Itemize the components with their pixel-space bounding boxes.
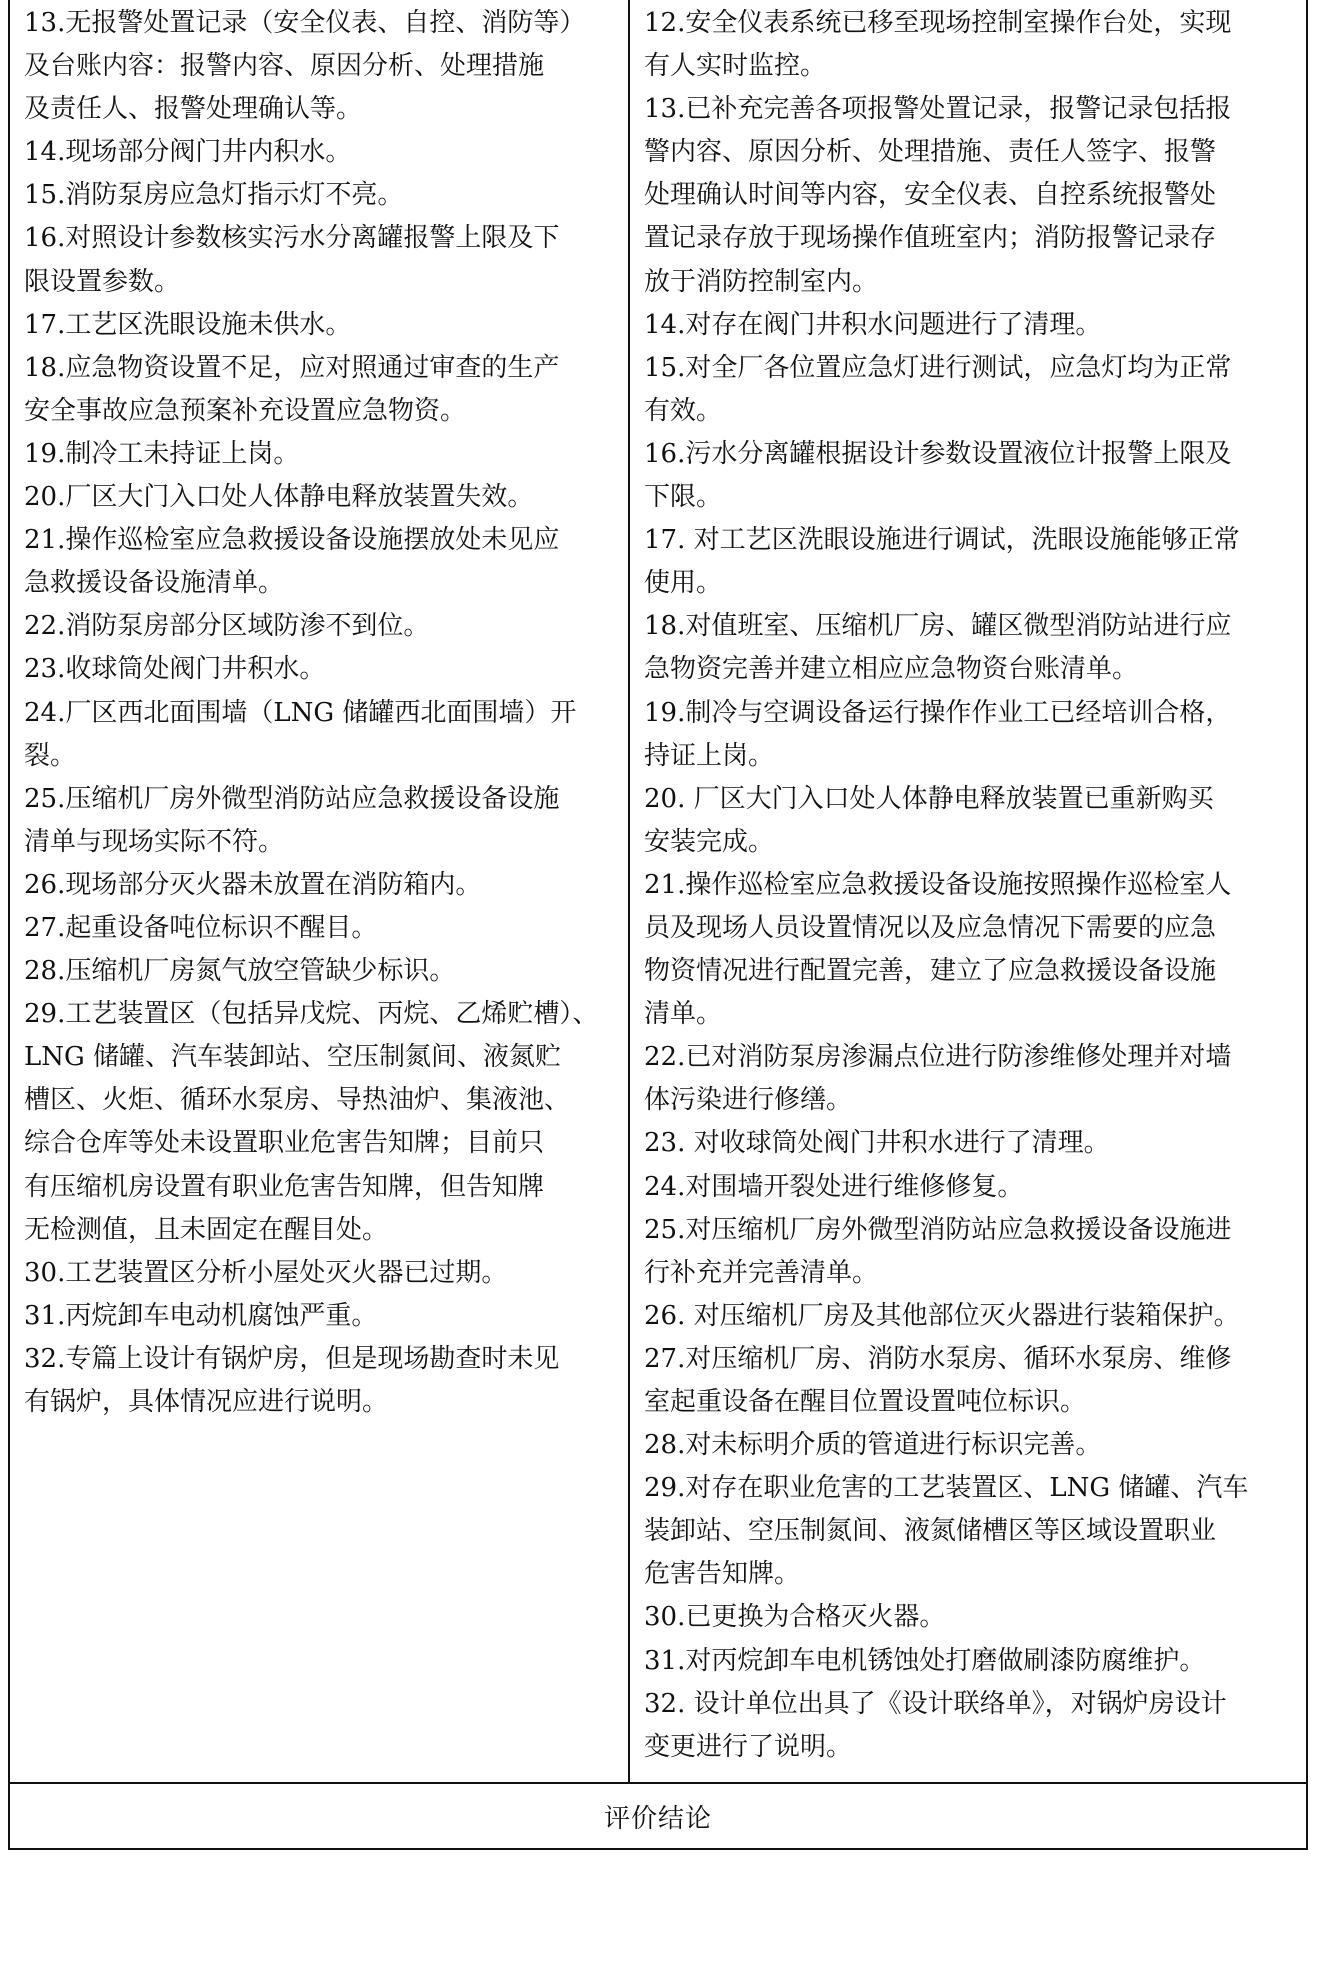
issue-line: 28.压缩机厂房氮气放空管缺少标识。 (24, 956, 456, 987)
issue-line: 32.专篇上设计有锅炉房，但是现场勘查时未见 (24, 1343, 560, 1374)
rectification-line: 15.对全厂各位置应急灯进行测试，应急灯均为正常 (644, 352, 1232, 383)
rectification-line: 16.污水分离罐根据设计参数设置液位计报警上限及 (644, 438, 1232, 469)
issue-line: 20.厂区大门入口处人体静电释放装置失效。 (24, 482, 534, 513)
issue-line: 16.对照设计参数核实污水分离罐报警上限及下 (24, 223, 560, 254)
rectification-line: 放于消防控制室内。 (644, 266, 879, 297)
issue-line: 29.工艺装置区（包括异戊烷、丙烷、乙烯贮槽）、 (24, 999, 599, 1030)
rectification-line: 员及现场人员设置情况以及应急情况下需要的应急 (644, 912, 1217, 943)
rectification-line: 18.对值班室、压缩机厂房、罐区微型消防站进行应 (644, 611, 1232, 642)
issue-line: 无检测值，且未固定在醒目处。 (24, 1214, 389, 1245)
issue-line: 槽区、火炬、循环水泵房、导热油炉、集液池、 (24, 1085, 571, 1116)
rectification-line: 有人实时监控。 (644, 51, 827, 82)
rectification-line: 持证上岗。 (644, 740, 775, 771)
issue-line: 限设置参数。 (24, 266, 181, 297)
issue-line: 31.丙烷卸车电动机腐蚀严重。 (24, 1300, 378, 1331)
issue-line: 有锅炉，具体情况应进行说明。 (24, 1387, 389, 1417)
rectification-line: 19.制冷与空调设备运行操作作业工已经培训合格， (644, 697, 1232, 728)
rectification-line: 32. 设计单位出具了《设计联络单》，对锅炉房设计 (644, 1688, 1227, 1719)
rectifications-column (630, 0, 1306, 1782)
rectification-line: 警内容、原因分析、处理措施、责任人签字、报警 (644, 137, 1217, 168)
rectification-line: 装卸站、空压制氮间、液氮储槽区等区域设置职业 (644, 1516, 1217, 1547)
rectification-line: 安装完成。 (644, 826, 775, 857)
rectification-line: 27.对压缩机厂房、消防水泵房、循环水泵房、维修 (644, 1343, 1232, 1374)
evaluation-conclusion-label: 评价结论 (603, 1803, 712, 1834)
issue-line: 13.无报警处置记录（安全仪表、自控、消防等） (24, 8, 586, 38)
rectification-line: 体污染进行修缮。 (644, 1085, 853, 1116)
rectification-line: 下限。 (644, 482, 723, 513)
issue-line: 27.起重设备吨位标识不醒目。 (24, 912, 378, 943)
rectification-line: 变更进行了说明。 (644, 1731, 853, 1762)
issue-line: 30.工艺装置区分析小屋处灭火器已过期。 (24, 1257, 508, 1288)
rectification-line: 23. 对收球筒处阀门井积水进行了清理。 (644, 1128, 1110, 1159)
rectification-table (8, 0, 1308, 1850)
rectification-line: 13.已补充完善各项报警处置记录，报警记录包括报 (644, 94, 1232, 125)
issue-line: 25.压缩机厂房外微型消防站应急救援设备设施 (24, 783, 560, 814)
rectification-line: 行补充并完善清单。 (644, 1257, 879, 1288)
rectification-line: 14.对存在阀门井积水问题进行了清理。 (644, 309, 1102, 340)
rectification-line: 22.已对消防泵房渗漏点位进行防渗维修处理并对墙 (644, 1042, 1232, 1073)
issue-line: 清单与现场实际不符。 (24, 826, 285, 857)
issue-line: 24.厂区西北面围墙（LNG 储罐西北面围墙）开 (24, 697, 577, 728)
rectification-line: 12.安全仪表系统已移至现场控制室操作台处，实现 (644, 8, 1232, 38)
issue-line: 26.现场部分灭火器未放置在消防箱内。 (24, 869, 482, 900)
issue-line: 及责任人、报警处理确认等。 (24, 94, 363, 125)
rectification-line: 有效。 (644, 395, 723, 426)
issue-line: 23.收球筒处阀门井积水。 (24, 654, 326, 685)
evaluation-conclusion-row (10, 1784, 1306, 1848)
issue-line: 22.消防泵房部分区域防渗不到位。 (24, 611, 430, 642)
rectification-line: 急物资完善并建立相应应急物资台账清单。 (644, 654, 1139, 685)
issue-line: 及台账内容：报警内容、原因分析、处理措施 (24, 51, 545, 82)
rectification-line: 28.对未标明介质的管道进行标识完善。 (644, 1430, 1102, 1461)
rectification-line: 31.对丙烷卸车电机锈蚀处打磨做刷漆防腐维护。 (644, 1645, 1206, 1676)
rectification-line: 室起重设备在醒目位置设置吨位标识。 (644, 1387, 1087, 1417)
issue-line: 15.消防泵房应急灯指示灯不亮。 (24, 180, 404, 211)
rectification-line: 使用。 (644, 568, 723, 599)
rectification-line: 20. 厂区大门入口处人体静电释放装置已重新购买 (644, 783, 1214, 814)
rectification-line: 置记录存放于现场操作值班室内；消防报警记录存 (644, 223, 1217, 254)
issues-and-rectifications-row (10, 0, 1306, 1784)
rectification-line: 29.对存在职业危害的工艺装置区、LNG 储罐、汽车 (644, 1473, 1249, 1504)
issues-column (10, 0, 630, 1782)
issue-line: LNG 储罐、汽车装卸站、空压制氮间、液氮贮 (24, 1042, 562, 1073)
issue-line: 17.工艺区洗眼设施未供水。 (24, 309, 352, 340)
issue-line: 19.制冷工未持证上岗。 (24, 438, 300, 469)
rectification-line: 30.已更换为合格灭火器。 (644, 1602, 946, 1633)
issue-line: 裂。 (24, 740, 77, 771)
rectification-line: 危害告知牌。 (644, 1559, 801, 1590)
issue-line: 14.现场部分阀门井内积水。 (24, 137, 352, 168)
rectification-line: 25.对压缩机厂房外微型消防站应急救援设备设施进 (644, 1214, 1232, 1245)
rectification-line: 物资情况进行配置完善，建立了应急救援设备设施 (644, 956, 1217, 987)
rectification-line: 21.操作巡检室应急救援设备设施按照操作巡检室人 (644, 869, 1232, 900)
issue-line: 安全事故应急预案补充设置应急物资。 (24, 395, 467, 426)
rectification-line: 清单。 (644, 999, 723, 1030)
rectification-line: 24.对围墙开裂处进行维修修复。 (644, 1171, 1024, 1202)
rectification-line: 17. 对工艺区洗眼设施进行调试，洗眼设施能够正常 (644, 525, 1240, 556)
rectification-line: 26. 对压缩机厂房及其他部位灭火器进行装箱保护。 (644, 1300, 1240, 1331)
issue-line: 18.应急物资设置不足，应对照通过审查的生产 (24, 352, 560, 383)
issue-line: 急救援设备设施清单。 (24, 568, 285, 599)
issue-line: 综合仓库等处未设置职业危害告知牌；目前只 (24, 1128, 545, 1159)
issue-line: 21.操作巡检室应急救援设备设施摆放处未见应 (24, 525, 560, 556)
rectification-line: 处理确认时间等内容，安全仪表、自控系统报警处 (644, 180, 1217, 211)
issue-line: 有压缩机房设置有职业危害告知牌，但告知牌 (24, 1171, 545, 1202)
